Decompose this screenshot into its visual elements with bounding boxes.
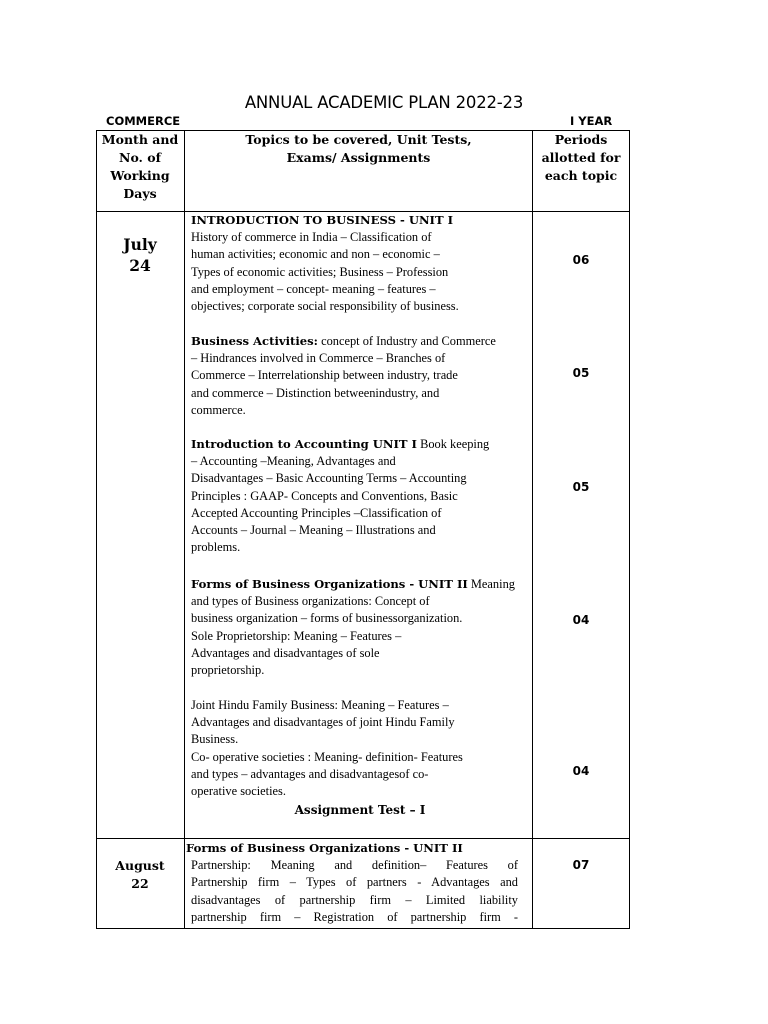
topic-block-partnership: Forms of Business Organizations - UNIT II Partnership: Meaning and definition– Features of Partnership firm – Types of partners - Advantages and disadvantages of partnership firm – Limited liability partnership firm – Registration of partnership firm - xyxy=(186,841,518,924)
working-days: 22 xyxy=(131,876,149,891)
period-value: 07 xyxy=(572,858,590,872)
month-name: July xyxy=(123,235,157,254)
topic-heading: Introduction to Accounting UNIT I xyxy=(191,437,417,451)
month-cell-august xyxy=(96,857,184,893)
period-value: 04 xyxy=(572,764,590,778)
period-value: 05 xyxy=(572,366,590,380)
table-right-border xyxy=(629,130,630,929)
topic-heading: INTRODUCTION TO BUSINESS - UNIT I xyxy=(191,213,454,227)
subject-label: COMMERCE xyxy=(106,114,181,128)
assignment-test-label: Assignment Test – I xyxy=(294,803,426,817)
period-value: 04 xyxy=(572,613,590,627)
table-bottom-border xyxy=(96,928,630,929)
row-divider xyxy=(96,838,630,839)
topic-block-business-activities: Business Activities: concept of Industry and Commerce – Hindrances involved in Commerce – Branches of Commerce – Interrelationship between industry, trade and commerce – Distinction betweenindustry, and commerce. xyxy=(191,334,496,417)
year-label: I YEAR xyxy=(570,114,613,128)
header-month-days: Month and No. of Working Days xyxy=(101,132,179,201)
topic-block-intro-business: INTRODUCTION TO BUSINESS - UNIT I History of commerce in India – Classification of human activities; economic and non – economic – Types of economic activities; Business – Profession and employment – concept- meaning – features – objectives; corporate social responsibility of business. xyxy=(191,213,459,314)
header-topics: Topics to be covered, Unit Tests, Exams/ Assignments xyxy=(245,132,472,165)
column-divider-2 xyxy=(532,130,533,929)
month-name: August xyxy=(115,858,165,873)
topic-block-accounting: Introduction to Accounting UNIT I Book keeping – Accounting –Meaning, Advantages and Disadvantages – Basic Accounting Terms – Accounting Principles : GAAP- Concepts and Conventions, Basic Accepted Accounting Principles –Classification of Accounts – Journal – Meaning – Illustrations and problems. xyxy=(191,437,490,555)
topic-block-business-organizations: Forms of Business Organizations - UNIT II Meaning and types of Business organizations: Concept of business organization – forms of businessorganization. Sole Proprietorship: Meaning – Features – Advantages and disadvantages of sole proprietorship. xyxy=(191,577,515,678)
topic-heading: Forms of Business Organizations - UNIT II xyxy=(186,841,463,855)
topic-heading: Business Activities: xyxy=(191,334,318,348)
working-days: 24 xyxy=(129,256,151,275)
topic-block-hindu-family-cooperative: Joint Hindu Family Business: Meaning – Features – Advantages and disadvantages of joint Hindu Family Business. Co- operative societies : Meaning- definition- Features and types – advantages and disadvantagesof co- operative societies. xyxy=(191,698,463,799)
document-title: ANNUAL ACADEMIC PLAN 2022-23 xyxy=(244,93,524,112)
column-divider-1 xyxy=(184,130,185,929)
period-value: 05 xyxy=(572,480,590,494)
month-cell-july xyxy=(96,234,184,276)
header-periods: Periods allotted for each topic xyxy=(541,132,621,183)
period-value: 06 xyxy=(572,253,590,267)
topic-heading: Forms of Business Organizations - UNIT II xyxy=(191,577,468,591)
